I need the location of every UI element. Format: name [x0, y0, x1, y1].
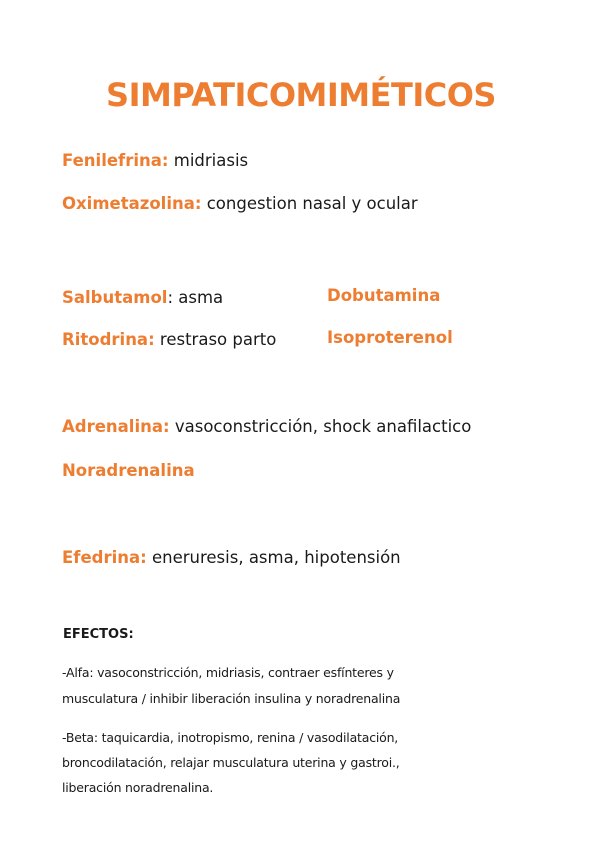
- drug-name: Dobutamina: [327, 286, 441, 305]
- drug-name: Oximetazolina:: [62, 194, 202, 213]
- drug-name: Fenilefrina:: [62, 151, 169, 170]
- drug-row-ritodrina: [62, 329, 276, 351]
- effects-beta-line-2: broncodilatación, relajar musculatura uterina y gastroi.,: [62, 755, 400, 770]
- drug-row-isoproterenol: [327, 327, 453, 349]
- drug-name: Adrenalina:: [62, 417, 170, 436]
- effects-alfa-line-2: musculatura / inhibir liberación insulina y noradrenalina: [62, 691, 401, 706]
- drug-name: Ritodrina:: [62, 330, 155, 349]
- drug-name: Isoproterenol: [327, 328, 453, 347]
- drug-row-adrenalina: [62, 416, 471, 438]
- drug-row-oximetazolina: [62, 193, 418, 215]
- drug-row-salbutamol: [62, 287, 223, 309]
- effects-beta-line-1: -Beta: taquicardia, inotropismo, renina / vasodilatación,: [62, 730, 399, 745]
- drug-row-efedrina: [62, 547, 401, 569]
- drug-effect: restraso parto: [159, 330, 277, 349]
- drug-effect: midriasis: [173, 151, 249, 170]
- drug-name: Efedrina:: [62, 548, 147, 567]
- colon-separator: :: [167, 288, 173, 307]
- drug-effect: congestion nasal y ocular: [206, 194, 418, 213]
- drug-name: Salbutamol: [62, 288, 168, 307]
- drug-name: Noradrenalina: [62, 461, 195, 480]
- effects-alfa-line-1: -Alfa: vasoconstricción, midriasis, contraer esfínteres y: [62, 665, 394, 680]
- drug-effect: vasoconstricción, shock anafilactico: [174, 417, 472, 436]
- drug-row-noradrenalina: [62, 460, 195, 482]
- page-title: SIMPATICOMIMÉTICOS: [106, 76, 496, 114]
- drug-effect: asma: [178, 288, 224, 307]
- drug-effect: eneruresis, asma, hipotensión: [151, 548, 401, 567]
- effects-beta-line-3: liberación noradrenalina.: [62, 780, 214, 795]
- drug-row-fenilefrina: [62, 150, 248, 172]
- drug-row-dobutamina: [327, 285, 440, 307]
- effects-heading: EFECTOS:: [63, 627, 134, 642]
